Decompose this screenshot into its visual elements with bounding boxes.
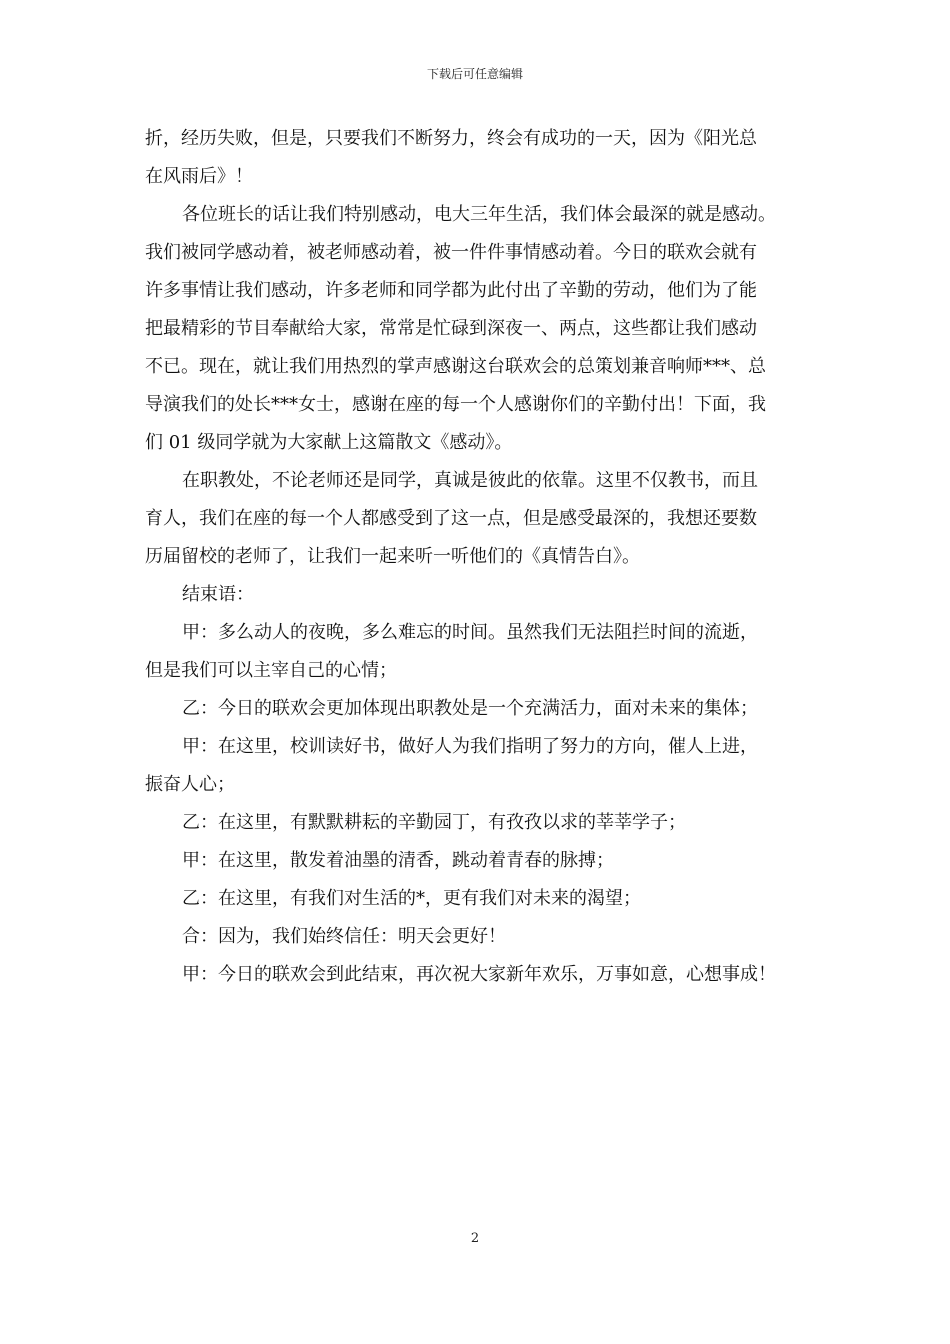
text-line: 历届留校的老师了，让我们一起来听一听他们的《真情告白》。 — [145, 546, 640, 567]
text-line: 各位班长的话让我们特别感动，电大三年生活，我们体会最深的就是感动。 — [182, 204, 776, 225]
text-line: 我们被同学感动着，被老师感动着，被一件件事情感动着。今日的联欢会就有 — [145, 242, 757, 263]
text-line: 乙：在这里，有我们对生活的*，更有我们对未来的渴望； — [182, 888, 641, 909]
text-line: 结束语： — [182, 584, 254, 605]
paragraph — [145, 462, 813, 576]
text-line: 合：因为，我们始终信任：明天会更好！ — [182, 926, 506, 947]
paragraph — [145, 918, 813, 956]
paragraph — [145, 956, 813, 994]
document-body — [145, 120, 813, 994]
text-line: 不已。现在，就让我们用热烈的掌声感谢这台联欢会的总策划兼音响师***、总 — [145, 356, 766, 377]
paragraph — [145, 842, 813, 880]
text-line: 在职教处，不论老师还是同学，真诚是彼此的依靠。这里不仅教书，而且 — [182, 470, 758, 491]
paragraph — [145, 196, 813, 462]
paragraph — [145, 690, 813, 728]
text-line: 们 01 级同学就为大家献上这篇散文《感动》。 — [145, 432, 513, 453]
text-line: 甲：今日的联欢会到此结束，再次祝大家新年欢乐，万事如意，心想事成！ — [182, 964, 776, 985]
text-line: 振奋人心； — [145, 774, 235, 795]
paragraph — [145, 120, 813, 196]
paragraph — [145, 804, 813, 842]
page-number: 2 — [470, 1231, 480, 1246]
text-line: 导演我们的处长***女士，感谢在座的每一个人感谢你们的辛勤付出！下面，我 — [145, 394, 766, 415]
paragraph — [145, 614, 813, 690]
text-line: 折，经历失败，但是，只要我们不断努力，终会有成功的一天，因为《阳光总 — [145, 128, 757, 149]
text-line: 甲：在这里，校训读好书，做好人为我们指明了努力的方向，催人上进， — [182, 736, 758, 757]
text-line: 把最精彩的节目奉献给大家，常常是忙碌到深夜一、两点，这些都让我们感动 — [145, 318, 757, 339]
paragraph — [145, 880, 813, 918]
paragraph — [145, 576, 813, 614]
text-line: 但是我们可以主宰自己的心情； — [145, 660, 397, 681]
text-line: 乙：在这里，有默默耕耘的辛勤园丁，有孜孜以求的莘莘学子； — [182, 812, 686, 833]
text-line: 育人，我们在座的每一个人都感受到了这一点，但是感受最深的，我想还要数 — [145, 508, 757, 529]
text-line: 甲：在这里，散发着油墨的清香，跳动着青春的脉搏； — [182, 850, 614, 871]
text-line: 甲：多么动人的夜晚，多么难忘的时间。虽然我们无法阻拦时间的流逝， — [182, 622, 758, 643]
text-line: 乙：今日的联欢会更加体现出职教处是一个充满活力，面对未来的集体； — [182, 698, 758, 719]
paragraph — [145, 728, 813, 804]
page-header: 下载后可任意编辑 — [426, 67, 523, 81]
text-line: 在风雨后》！ — [145, 166, 253, 187]
text-line: 许多事情让我们感动，许多老师和同学都为此付出了辛勤的劳动，他们为了能 — [145, 280, 757, 301]
